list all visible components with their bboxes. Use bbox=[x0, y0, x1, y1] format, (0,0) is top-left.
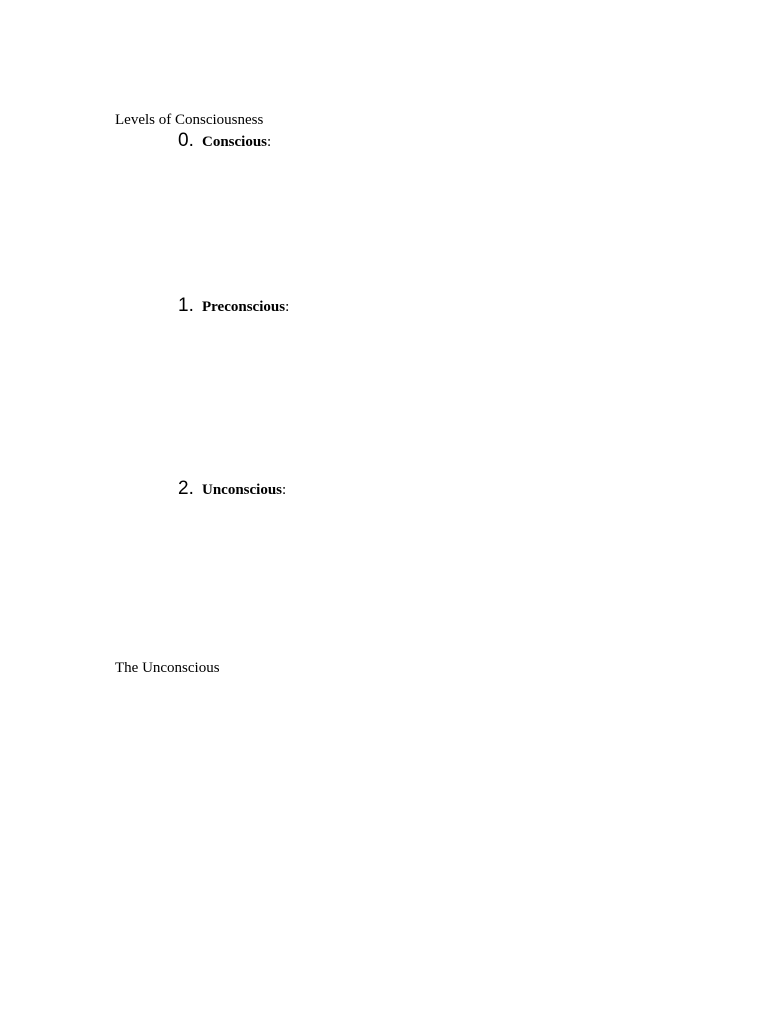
term-colon: : bbox=[282, 482, 287, 498]
list-marker: 0. bbox=[178, 130, 194, 151]
term-label: Unconscious bbox=[202, 482, 283, 498]
section-heading-levels-of-consciousness: Levels of Consciousness bbox=[115, 112, 264, 128]
term-label: Conscious bbox=[202, 134, 268, 150]
list-item-unconscious bbox=[178, 478, 286, 500]
list-marker: 2. bbox=[178, 478, 194, 499]
term-colon: : bbox=[267, 134, 272, 150]
section-heading-the-unconscious: The Unconscious bbox=[115, 660, 220, 676]
list-item-preconscious bbox=[178, 295, 289, 317]
list-item-conscious bbox=[178, 130, 271, 152]
term-label: Preconscious bbox=[202, 299, 286, 315]
list-marker: 1. bbox=[178, 295, 194, 316]
term-colon: : bbox=[285, 299, 290, 315]
